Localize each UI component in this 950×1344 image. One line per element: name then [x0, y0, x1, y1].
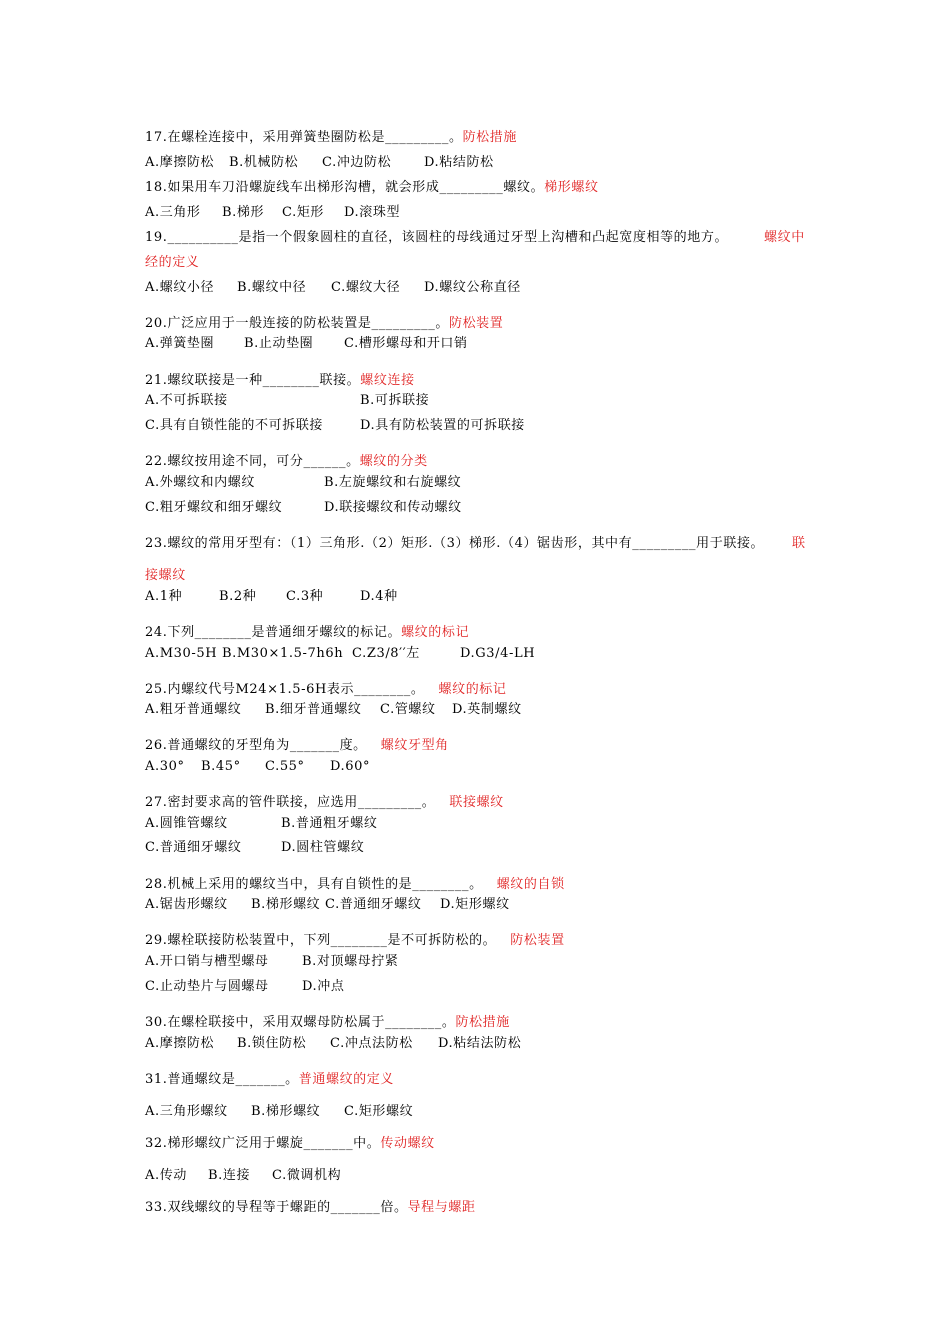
answer-option: C.槽形螺母和开口销 [344, 336, 468, 351]
answer-option: C.螺纹大径 [331, 280, 401, 295]
answer-option: B.普通粗牙螺纹 [281, 816, 378, 831]
question-text: 28.机械上采用的螺纹当中，具有自锁性的是________。 [145, 877, 483, 892]
question-text: 32.梯形螺纹广泛用于螺旋_______中。 [145, 1136, 381, 1151]
question-stem-q31 [145, 1072, 394, 1088]
answer-option: C.矩形 [282, 205, 325, 220]
answer-option: B.45° [201, 759, 241, 774]
answer-option: D.圆柱管螺纹 [281, 840, 365, 855]
answer-option: C.冲边防松 [322, 155, 392, 170]
answer-option: A.M30-5H [145, 646, 218, 661]
answer-option: D.具有防松装置的可拆联接 [360, 418, 525, 433]
answer-option: A.锯齿形螺纹 [145, 897, 228, 912]
answer-option: B.连接 [208, 1168, 251, 1183]
answer-option: D.联接螺纹和传动螺纹 [324, 500, 462, 515]
answer-option: B.梯形 [222, 205, 265, 220]
answer-option: A.外螺纹和内螺纹 [145, 475, 255, 490]
answer-option: A.三角形螺纹 [145, 1104, 228, 1119]
question-text: 23.螺纹的常用牙型有：（1）三角形.（2）矩形.（3）梯形.（4）锯齿形，其中有_________用于联接。 [145, 536, 765, 551]
question-stem-q20 [145, 316, 503, 332]
answer-option: A.粗牙普通螺纹 [145, 702, 242, 717]
question-stem-q17 [145, 130, 517, 146]
answer-option: C.止动垫片与圆螺母 [145, 979, 269, 994]
answer-option: A.三角形 [145, 205, 201, 220]
answer-option: D.冲点 [302, 979, 345, 994]
question-text: 17.在螺栓连接中，采用弹簧垫圈防松是_________。 [145, 130, 463, 145]
answer-option: C.3种 [286, 589, 324, 604]
question-text: 27.密封要求高的管件联接，应选用_________。 [145, 795, 436, 810]
answer-option: D.60° [330, 759, 371, 774]
topic-tag: 螺纹的自锁 [496, 877, 565, 892]
answer-option: B.止动垫圈 [244, 336, 314, 351]
answer-option: D.粘结防松 [424, 155, 494, 170]
question-text: 26.普通螺纹的牙型角为_______度。 [145, 738, 367, 753]
question-text: 31.普通螺纹是_______。 [145, 1072, 299, 1087]
answer-option: B.细牙普通螺纹 [265, 702, 362, 717]
topic-tag: 联 [792, 536, 806, 551]
question-text: 20.广泛应用于一般连接的防松装置是_________。 [145, 316, 449, 331]
answer-option: B.对顶螺母拧紧 [302, 954, 399, 969]
answer-option: C.具有自锁性能的不可拆联接 [145, 418, 324, 433]
question-stem-q29 [145, 933, 565, 949]
answer-option: C.普通细牙螺纹 [145, 840, 242, 855]
answer-option: D.4种 [360, 589, 398, 604]
question-stem-q26 [145, 738, 449, 754]
question-stem-q27 [145, 795, 504, 811]
topic-tag: 防松措施 [462, 130, 517, 145]
answer-option: C.微调机构 [272, 1168, 342, 1183]
topic-tag: 防松措施 [455, 1015, 510, 1030]
question-stem-q33 [145, 1200, 476, 1216]
question-text: 30.在螺栓联接中，采用双螺母防松属于________。 [145, 1015, 456, 1030]
answer-option: C.粗牙螺纹和细牙螺纹 [145, 500, 283, 515]
answer-option: A.弹簧垫圈 [145, 336, 215, 351]
answer-option: B.M30×1.5-7h6h [222, 646, 344, 661]
topic-tag-continued: 经的定义 [145, 255, 200, 270]
question-stem-q28 [145, 877, 565, 893]
answer-option: B.梯形螺纹 [251, 897, 321, 912]
answer-option: A.开口销与槽型螺母 [145, 954, 269, 969]
topic-tag: 传动螺纹 [380, 1136, 435, 1151]
answer-option: C.普通细牙螺纹 [325, 897, 422, 912]
answer-option: D.英制螺纹 [452, 702, 522, 717]
question-stem-q30 [145, 1015, 510, 1031]
question-stem-q24 [145, 625, 469, 641]
topic-tag: 防松装置 [510, 933, 565, 948]
answer-option: D.G3/4-LH [460, 646, 536, 661]
answer-option: D.滚珠型 [344, 205, 401, 220]
question-stem-q25 [145, 682, 507, 698]
answer-option: B.2种 [219, 589, 257, 604]
answer-option: B.机械防松 [229, 155, 299, 170]
question-stem-q21 [145, 373, 415, 389]
question-text: 25.内螺纹代号M24×1.5-6H表示________。 [145, 682, 425, 697]
answer-option: A.圆锥管螺纹 [145, 816, 228, 831]
topic-tag: 导程与螺距 [407, 1200, 476, 1215]
topic-tag: 螺纹牙型角 [380, 738, 449, 753]
question-text: 18.如果用车刀沿螺旋线车出梯形沟槽，就会形成_________螺纹。 [145, 180, 545, 195]
answer-option: C.管螺纹 [380, 702, 436, 717]
answer-option: B.锁住防松 [237, 1036, 307, 1051]
answer-option: D.粘结法防松 [438, 1036, 522, 1051]
topic-tag: 螺纹的分类 [359, 454, 428, 469]
answer-option: C.Z3/8′′左 [352, 646, 420, 661]
topic-tag: 联接螺纹 [449, 795, 504, 810]
topic-tag: 螺纹连接 [360, 373, 415, 388]
answer-option: A.传动 [145, 1168, 187, 1183]
question-stem-q22 [145, 454, 428, 470]
topic-tag: 普通螺纹的定义 [298, 1072, 394, 1087]
answer-option: B.梯形螺纹 [251, 1104, 321, 1119]
answer-option: D.矩形螺纹 [440, 897, 510, 912]
answer-option: A.摩擦防松 [145, 1036, 215, 1051]
answer-option: A.1种 [145, 589, 183, 604]
question-text: 29.螺栓联接防松装置中，下列________是不可拆防松的。 [145, 933, 497, 948]
topic-tag: 螺纹的标记 [438, 682, 507, 697]
topic-tag-continued: 接螺纹 [145, 568, 186, 583]
answer-option: A.摩擦防松 [145, 155, 215, 170]
question-text: 33.双线螺纹的导程等于螺距的_______倍。 [145, 1200, 408, 1215]
answer-option: C.冲点法防松 [330, 1036, 413, 1051]
topic-tag: 梯形螺纹 [544, 180, 599, 195]
topic-tag: 螺纹的标记 [401, 625, 470, 640]
question-stem-q18 [145, 180, 599, 196]
answer-option: B.螺纹中径 [237, 280, 307, 295]
question-text: 19.__________是指一个假象圆柱的直径，该圆柱的母线通过牙型上沟槽和凸起宽度相等的地方。 [145, 230, 729, 245]
question-text: 22.螺纹按用途不同，可分______。 [145, 454, 360, 469]
answer-option: A.30° [145, 759, 185, 774]
topic-tag: 防松装置 [448, 316, 504, 331]
answer-option: D.螺纹公称直径 [424, 280, 521, 295]
answer-option: B.可拆联接 [360, 393, 430, 408]
question-stem-q32 [145, 1136, 435, 1152]
question-stem-q19 [145, 230, 728, 246]
answer-option: A.不可拆联接 [145, 393, 228, 408]
question-text: 21.螺纹联接是一种________联接。 [145, 373, 361, 388]
answer-option: C.55° [265, 759, 305, 774]
answer-option: C.矩形螺纹 [344, 1104, 414, 1119]
topic-tag: 螺纹中 [764, 230, 805, 245]
question-text: 24.下列________是普通细牙螺纹的标记。 [145, 625, 402, 640]
answer-option: B.左旋螺纹和右旋螺纹 [324, 475, 462, 490]
question-stem-q23 [145, 536, 764, 552]
answer-option: A.螺纹小径 [145, 280, 215, 295]
